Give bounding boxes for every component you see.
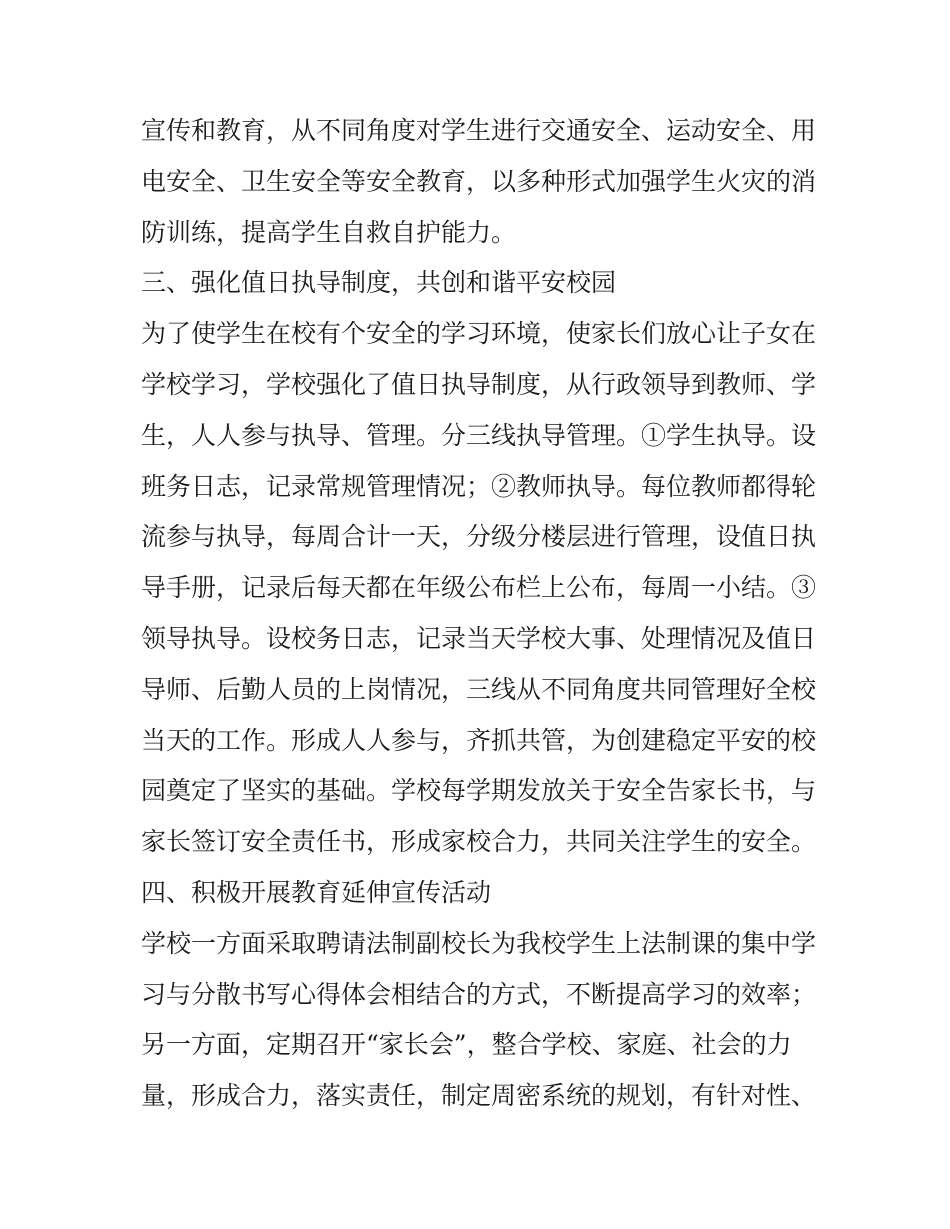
text-line: 当天的工作。形成人人参与，齐抓共管，为创建稳定平安的校 — [141, 725, 817, 755]
text-line: 流参与执导，每周合计一天，分级分楼层进行管理，设值日执 — [141, 522, 817, 552]
text-line: 学校一方面采取聘请法制副校长为我校学生上法制课的集中学 — [141, 928, 817, 958]
text-line: 园奠定了坚实的基础。学校每学期发放关于安全告家长书，与 — [141, 776, 817, 806]
section-heading: 四、积极开展教育延伸宣传活动 — [141, 877, 492, 907]
text-line: 班务日志，记录常规管理情况；②教师执导。每位教师都得轮 — [141, 471, 817, 501]
text-line: 量，形成合力，落实责任，制定周密系统的规划，有针对性、 — [141, 1081, 817, 1111]
text-line: 习与分散书写心得体会相结合的方式，不断提高学习的效率； — [141, 979, 817, 1009]
text-line: 导手册，记录后每天都在年级公布栏上公布，每周一小结。③ — [141, 573, 817, 603]
text-line: 宣传和教育，从不同角度对学生进行交通安全、运动安全、用 — [141, 116, 817, 145]
text-line: 生，人人参与执导、管理。分三线执导管理。①学生执导。设 — [141, 420, 817, 450]
text-line: 导师、后勤人员的上岗情况，三线从不同角度共同管理好全校 — [141, 674, 817, 704]
text-line: 另一方面，定期召开“家长会”，整合学校、家庭、社会的力 — [141, 1030, 792, 1060]
text-line: 电安全、卫生安全等安全教育，以多种形式加强学生火灾的消 — [141, 166, 817, 196]
document-body — [141, 106, 821, 1122]
text-line: 为了使学生在校有个安全的学习环境，使家长们放心让子女在 — [141, 319, 817, 349]
section-heading: 三、强化值日执导制度，共创和谐平安校园 — [141, 268, 617, 298]
text-line: 学校学习，学校强化了值日执导制度，从行政领导到教师、学 — [141, 369, 817, 399]
text-line: 防训练，提高学生自救自护能力。 — [141, 217, 517, 247]
text-line: 家长签订安全责任书，形成家校合力，共同关注学生的安全。 — [141, 827, 817, 857]
text-line: 领导执导。设校务日志，记录当天学校大事、处理情况及值日 — [141, 623, 817, 653]
